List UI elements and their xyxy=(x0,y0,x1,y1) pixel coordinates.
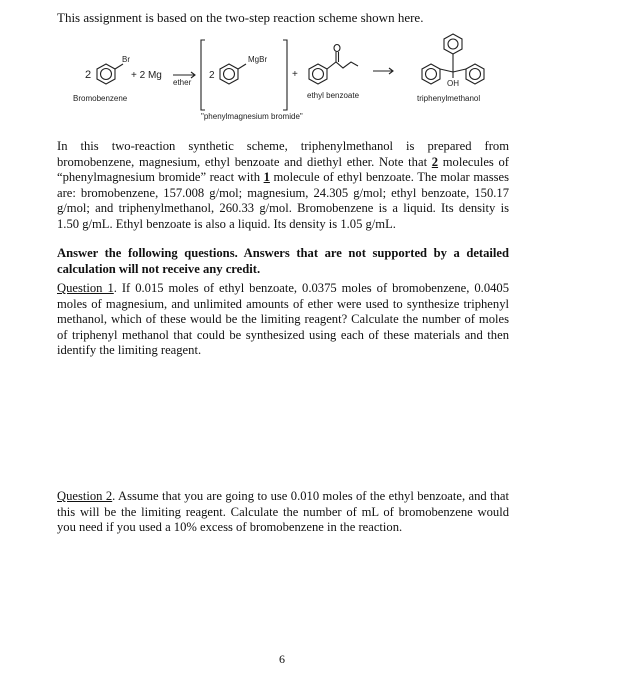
paragraph1-part2: molecules of “phenylmagnesium bromide” react with xyxy=(57,154,509,185)
reaction-description-paragraph xyxy=(57,139,509,233)
label-ethyl-benzoate: ethyl benzoate xyxy=(307,91,360,100)
number-one: 1 xyxy=(263,170,270,185)
paragraph1-part3: molecule of ethyl benzoate. The molar masses are: bromobenzene, 157.008 g/mol; magnesium, 24.305 g/mol; ethyl benzoate, 150.17 g/mol; and triphenylmethanol, 260.33 g/mol. Bromobenzene is a liquid. Its density is 1.50 g/mL. Ethyl benzoate is also a liquid. Its density is 1.05 g/mL. xyxy=(57,170,509,231)
mgbr-label: MgBr xyxy=(248,55,268,64)
question-1-label: Question 1 xyxy=(57,281,114,295)
br-label: Br xyxy=(122,55,130,64)
arrow-label-ether: ether xyxy=(173,78,192,87)
plus-mg-label: + 2 Mg xyxy=(131,70,162,81)
question-2 xyxy=(57,489,509,536)
bracket-left xyxy=(201,40,205,110)
question-1 xyxy=(57,281,509,359)
page-number: 6 xyxy=(279,652,285,666)
label-phenylmagnesium-bromide: "phenylmagnesium bromide" xyxy=(201,112,303,121)
bracket-right xyxy=(283,40,287,110)
coefficient-grignard: 2 xyxy=(209,70,215,81)
intro-sentence: This assignment is based on the two-step reaction scheme shown here. xyxy=(57,10,424,25)
number-two: 2 xyxy=(431,154,439,169)
plus-sign: + xyxy=(292,69,298,80)
question-2-text: . Assume that you are going to use 0.010 moles of the ethyl benzoate, and that this will be the limiting reagent. Calculate the number of mL of bromobenzene would you need if you used a 10% excess of bromobenzene in the reaction. xyxy=(57,489,509,535)
instructions-paragraph: Answer the following questions. Answers that are not supported by a detailed calculation will not receive any credit. xyxy=(57,246,509,276)
coefficient-bromobenzene: 2 xyxy=(85,69,92,81)
paragraph1-part1: In this two-reaction synthetic scheme, triphenylmethanol is prepared from bromobenzene, magnesium, ethyl benzoate and diethyl ether. Note that xyxy=(57,139,509,169)
oh-label: OH xyxy=(447,79,459,88)
bromobenzene-structure xyxy=(97,64,123,84)
question-2-label: Question 2 xyxy=(57,489,113,503)
ethyl-benzoate-structure xyxy=(309,45,358,85)
question-1-text: . If 0.015 moles of ethyl benzoate, 0.0375 moles of bromobenzene, 0.0405 moles of magnesium, and unlimited amounts of ether were used to synthesize triphenyl methanol, which of these would be the limiting reagent? Calculate the number of moles of triphenyl methanol that could be synthesized using each of these materials and then identify the limiting reagent. xyxy=(57,281,510,358)
triphenylmethanol-structure xyxy=(422,34,484,84)
reaction-scheme-drawing xyxy=(55,26,600,126)
label-triphenylmethanol: triphenylmethanol xyxy=(417,94,481,103)
phenylmagnesium-bromide-structure xyxy=(220,64,246,84)
reaction-arrow-2 xyxy=(373,68,393,74)
reaction-scheme xyxy=(55,26,600,126)
label-bromobenzene: Bromobenzene xyxy=(73,94,128,103)
